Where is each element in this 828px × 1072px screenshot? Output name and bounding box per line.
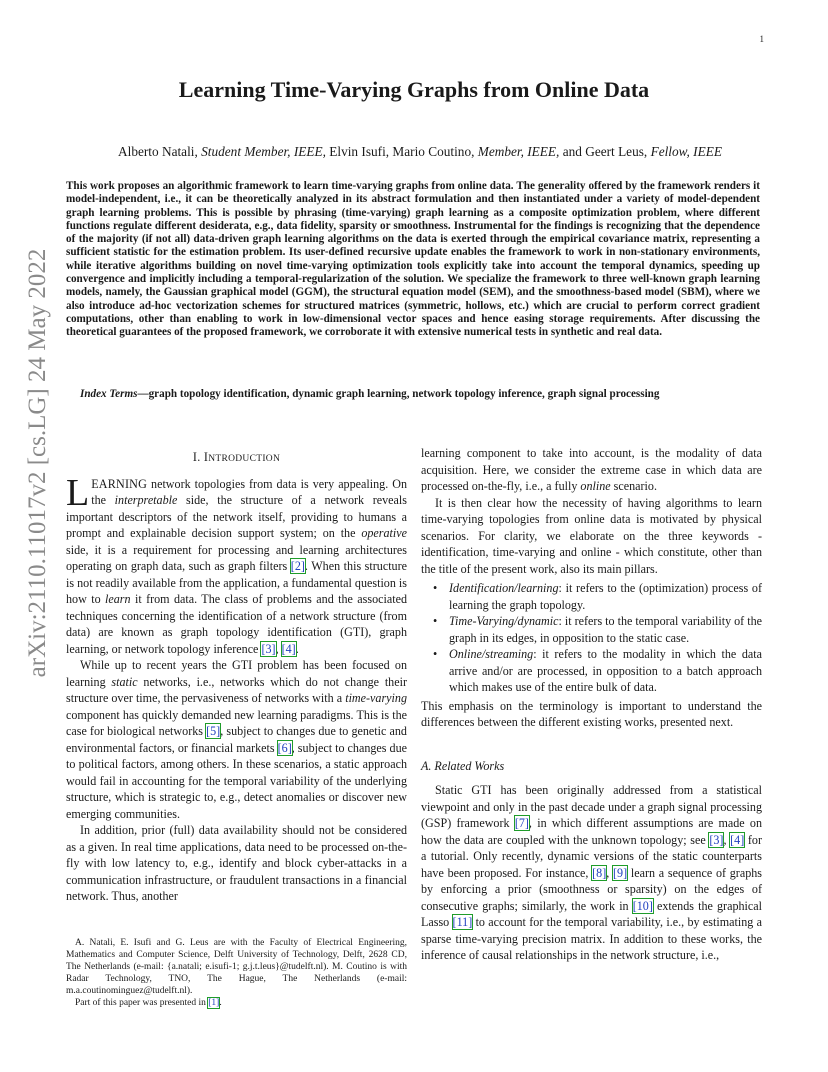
citation-link[interactable]: [4]	[281, 641, 296, 656]
left-column	[66, 449, 407, 905]
text-run: extends the graphical Lasso	[421, 898, 762, 929]
emphasis: online	[580, 479, 611, 493]
author-list	[40, 144, 800, 160]
citation-link[interactable]: [10]	[632, 898, 653, 913]
paper-title: Learning Time-Varying Graphs from Online Data	[178, 77, 650, 102]
keyword-definition: : it refers to the modality in which the data arrive and/or are processed, in opposition to a batch approach which makes use of the entire bulk of data.	[449, 647, 762, 694]
drop-cap-word: EARNING	[91, 476, 148, 491]
section-heading-introduction	[66, 449, 407, 468]
citation-link[interactable]: [9]	[613, 865, 628, 880]
text-run: .	[295, 641, 299, 656]
text-run: , in which different assumptions are made on how the data are coupled with the unknown topology; see	[421, 816, 762, 847]
keyword-term: Time-Varying/dynamic	[449, 614, 559, 628]
text-run: ,	[723, 832, 731, 847]
citation-link[interactable]: [8]	[592, 865, 607, 880]
citation-link[interactable]: [3]	[261, 641, 276, 656]
citation-link[interactable]: [5]	[206, 724, 221, 738]
intro-paragraph-3-continued	[421, 445, 762, 495]
index-terms-text: —graph topology identification, dynamic graph learning, network topology inference, graph signal processing	[137, 388, 660, 400]
index-terms	[66, 388, 760, 400]
text-run: for a tutorial. Only recently, dynamic versions of the static counterparts have been proposed. For instance,	[421, 832, 762, 880]
drop-cap: L	[66, 471, 90, 514]
intro-paragraph-4: It is then clear how the necessity of having algorithms to learn time-varying topologies from online data is motivated by physical scenarios. For clarity, we elaborate on the three keywords - identification, time-varying and online - which constitute, other than the title of the present work, also its main pillars.	[421, 495, 762, 576]
keyword-list-item	[449, 613, 762, 646]
footnote-presented	[66, 997, 407, 1009]
emphasis: time-varying	[345, 691, 407, 705]
subsection-heading-related-works: A. Related Works	[421, 758, 505, 773]
text-run: ,	[606, 865, 614, 880]
section-title-rest: NTRODUCTION	[208, 454, 281, 464]
keyword-definition: : it refers to the temporal variability of the graph in its edges, in opposition to the static case.	[449, 614, 763, 645]
keyword-definition: : it refers to the (optimization) process of learning the graph topology.	[449, 581, 762, 612]
author-role: Student Member, IEEE,	[201, 144, 326, 159]
keyword-term: Online/streaming	[449, 647, 534, 661]
author-name: Alberto Natali,	[118, 144, 198, 159]
emphasis: interpretable	[114, 493, 178, 507]
citation-link[interactable]: [6]	[277, 740, 292, 755]
text-run: Static GTI has been originally addressed from a statistical viewpoint and only in the past decade under a graph signal processing (GSP) framework	[421, 783, 762, 830]
intro-paragraph-1	[66, 471, 407, 658]
citation-link[interactable]: [2]	[290, 559, 305, 573]
intro-paragraph-2	[66, 657, 407, 822]
text-run: While up to recent years the GTI problem has been focused on learning	[66, 658, 407, 689]
abstract: This work proposes an algorithmic framework to learn time-varying graphs from online data. The generality offered by the framework renders it model-independent, i.e., it can be theoretically analyzed in its abstract formulation and then instantiated under a variety of model-dependent graph learning problems. This is possible by phrasing (time-varying) graph learning as a composite optimization problem, where different functions regulate different desiderata, e.g., data fidelity, sparsity or smoothness. Instrumental for the findings is recognizing that the dependence of the majority (if not all) data-driven graph learning algorithms on the data is exerted through the empirical covariance matrix, representing a sufficient statistic for the estimation problem. Its user-defined recursive update enables the framework to work in non-stationary environments, while iterative algorithms building on novel time-varying optimization tools explicitly take into account the temporal dynamics, speeding up convergence and implicitly including a temporal-regularization of the solution. We specialize the framework to three well-known graph learning models, namely, the Gaussian graphical model (GGM), the structural equation model (SEM), and the smoothness-based model (SBM), where we also introduce ad-hoc vectorization schemes for structured matrices (symmetric, hollows, etc.) which are crucial to perform correct gradient computations, other than enabling to work in low-dimensional vector spaces and hence easing storage requirements. After discussing the theoretical guarantees of the proposed framework, we corroborate it with extensive numerical tests in synthetic and real data.	[66, 180, 760, 339]
text-run: side, the structure of a network reveals important descriptors of the network itself, providing to humans a prompt and explainable decision support system; on the	[66, 493, 407, 540]
emphasis: static	[111, 674, 138, 689]
citation-link[interactable]: [11]	[452, 915, 473, 929]
right-column	[421, 445, 762, 964]
intro-paragraph-3: In addition, prior (full) data availability should not be considered as a given. In real time applications, data need to be processed on-the-fly with low latency to, e.g., identify and block cyber-attacks in a communication infrastructure, or fraudulent transactions in a financial network. Thus, another	[66, 823, 407, 903]
citation-link[interactable]: [7]	[514, 816, 529, 830]
page-number: 1	[759, 34, 764, 44]
text-run: network topologies from data is very appealing. On the	[91, 476, 407, 507]
footnotes	[66, 937, 407, 1009]
text-run: learn a sequence of graphs by enforcing a prior (smoothness or sparsity) on the edges of consecutive graphs; similarly, the work in	[421, 865, 762, 913]
author-role: Fellow, IEEE	[650, 144, 722, 159]
text-run: . When this structure is not readily available from the application, a fundamental question is how to	[66, 559, 407, 606]
keyword-term: Identification/learning	[449, 581, 559, 595]
text-run: , subject to changes due to genetic and environmental factors, or financial markets	[66, 724, 407, 755]
keyword-list	[421, 580, 762, 696]
text-run: networks, i.e., networks which do not change their structure over time, the pervasiveness of networks with a	[66, 674, 407, 705]
emphasis: operative	[361, 526, 407, 540]
text-run: , subject to changes due to political factors, among others. In these scenarios, a static approach would fail in accounting for the temporal variability of the underlying structure, which is strategic to, e.g., detect anomalies or discover new emerging communities.	[66, 740, 407, 821]
intro-paragraph-5: This emphasis on the terminology is important to understand the differences between the different existing works, presented next.	[421, 698, 762, 729]
emphasis: learn	[105, 592, 131, 606]
text-run: it from data. The class of problems and the associated techniques concerning the identification of a network structure (from data) are known as graph topology identification (GTI), graph learning, or network topology inference	[66, 592, 407, 656]
text-run: scenario.	[610, 479, 657, 493]
related-works-paragraph	[421, 782, 762, 964]
section-number: I.	[192, 450, 204, 464]
author-name: and Geert Leus,	[562, 144, 648, 159]
text-run: to account for the temporal variability, i.e., by estimating a sparse time-varying precision matrix. In addition to these works, the inference of causal relationships in the network structure, i.e.,	[421, 915, 762, 962]
text-run: learning component to take into account, is the modality of data acquisition. Here, we consider the extreme case in which data are processed on-the-fly, i.e., a fully	[421, 446, 762, 493]
arxiv-stamp-text: arXiv:2110.11017v2 [cs.LG] 24 May 2022	[24, 248, 51, 678]
index-terms-label: Index Terms	[80, 388, 138, 400]
keyword-list-item	[449, 646, 762, 696]
citation-link[interactable]: [3]	[709, 832, 724, 847]
citation-link[interactable]: [4]	[730, 832, 745, 847]
citation-link[interactable]: [1]	[208, 998, 220, 1008]
author-name: Elvin Isufi, Mario Coutino,	[329, 144, 475, 159]
keyword-list-item	[449, 580, 762, 613]
footnote-affiliation: A. Natali, E. Isufi and G. Leus are with the Faculty of Electrical Engineering, Mathematics and Computer Science, Delft University of Technology, Delft, 2628 CD, The Netherlands (e-mail: {a.natali; e.isufi-1; g.j.t.leus}@tudelft.nl). M. Coutino is with Radar Technology, TNO, The Hague, The Netherlands (e-mail: m.a.coutinominguez@tudelft.nl).	[66, 938, 407, 996]
section-title-initial: I	[203, 450, 209, 464]
text-run: .	[219, 998, 222, 1008]
text-run: component has quickly demanded new learning paradigms. This is the case for biological networks	[66, 707, 407, 738]
text-run: ,	[275, 641, 282, 656]
text-run: Part of this paper was presented in	[75, 998, 209, 1008]
author-role: Member, IEEE,	[477, 144, 560, 159]
text-run: side, it is a requirement for processing and learning architectures operating on graph data, such as graph filters	[66, 542, 407, 573]
